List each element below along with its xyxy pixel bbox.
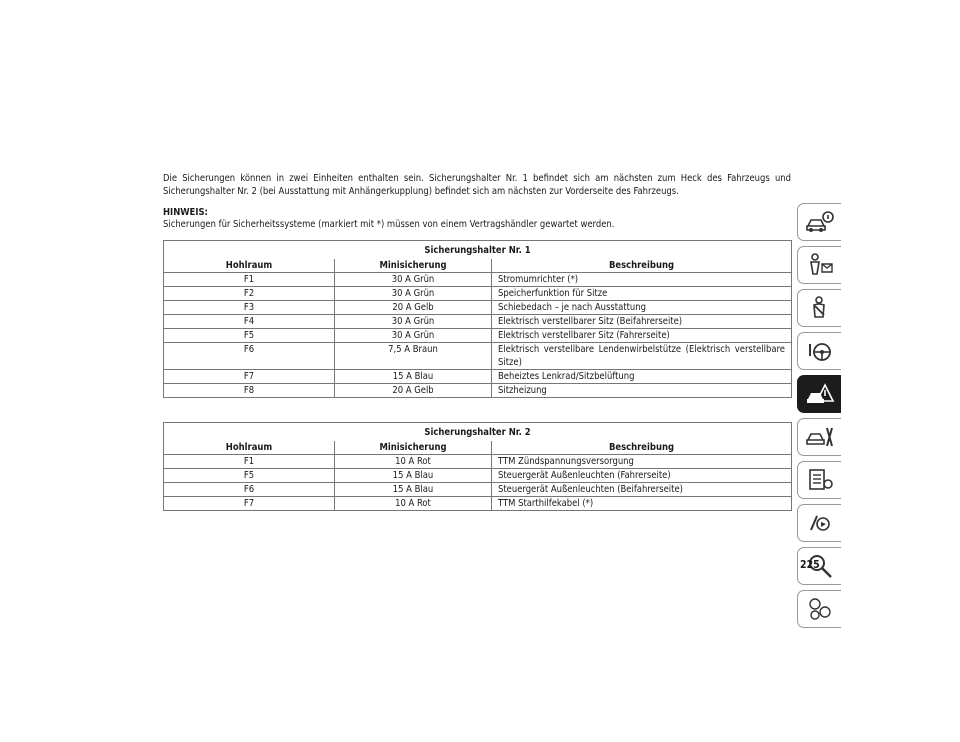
- table-row: [164, 315, 792, 329]
- column-header-cavity: Hohlraum: [164, 441, 335, 455]
- cavity-cell: F6: [164, 483, 335, 497]
- languages-icon: [805, 596, 835, 622]
- table-row: [164, 384, 792, 398]
- tab-service[interactable]: [797, 418, 841, 456]
- note-title: HINWEIS:: [163, 207, 208, 218]
- cavity-cell: F4: [164, 315, 335, 329]
- column-header-fuse: Minisicherung: [335, 259, 492, 273]
- table-row: [164, 273, 792, 287]
- description-cell: Elektrisch verstellbarer Sitz (Fahrerseite): [492, 329, 792, 343]
- tab-safety[interactable]: [797, 246, 841, 284]
- description-cell: Stromumrichter (*): [492, 273, 792, 287]
- description-cell: Elektrisch verstellbare Lendenwirbelstütze (Elektrisch verstellbare Sitze): [492, 343, 792, 370]
- fuse-cell: 15 A Blau: [335, 469, 492, 483]
- person-safety-icon: [805, 252, 835, 278]
- cavity-cell: F6: [164, 343, 335, 370]
- tab-specifications[interactable]: [797, 461, 841, 499]
- table-row: [164, 343, 792, 370]
- table-row: [164, 455, 792, 469]
- table-row: [164, 497, 792, 511]
- tab-languages[interactable]: [797, 590, 841, 628]
- tab-multimedia[interactable]: [797, 504, 841, 542]
- cavity-cell: F8: [164, 384, 335, 398]
- steering-wheel-icon: [805, 338, 835, 364]
- fuse-cell: 20 A Gelb: [335, 301, 492, 315]
- table-caption: Sicherungshalter Nr. 1: [164, 241, 792, 260]
- table-row: [164, 287, 792, 301]
- fuse-cell: 15 A Blau: [335, 483, 492, 497]
- fuse-cell: 30 A Grün: [335, 315, 492, 329]
- description-cell: TTM Starthilfekabel (*): [492, 497, 792, 511]
- column-header-fuse: Minisicherung: [335, 441, 492, 455]
- fuse-table-1: [163, 240, 792, 398]
- seat-belt-icon: [805, 295, 835, 321]
- column-header-description: Beschreibung: [492, 259, 792, 273]
- cavity-cell: F3: [164, 301, 335, 315]
- fuse-cell: 20 A Gelb: [335, 384, 492, 398]
- cavity-cell: F1: [164, 455, 335, 469]
- table-row: [164, 370, 792, 384]
- description-cell: Schiebedach – je nach Ausstattung: [492, 301, 792, 315]
- tab-driving[interactable]: [797, 332, 841, 370]
- table-row: [164, 483, 792, 497]
- fuse-cell: 7,5 A Braun: [335, 343, 492, 370]
- fuse-cell: 30 A Grün: [335, 329, 492, 343]
- fuse-cell: 10 A Rot: [335, 455, 492, 469]
- description-cell: Beheiztes Lenkrad/Sitzbelüftung: [492, 370, 792, 384]
- cavity-cell: F7: [164, 370, 335, 384]
- intro-paragraph: Die Sicherungen können in zwei Einheiten enthalten sein. Sicherungshalter Nr. 1 befindet sich am nächsten zum Heck des Fahrzeugs und Sicherungshalter Nr. 2 (bei Ausstattung mit Anhängerkupplung) befindet sich am nächsten zur Vorderseite des Fahrzeugs.: [163, 173, 791, 197]
- fuse-cell: 30 A Grün: [335, 273, 492, 287]
- description-cell: Steuergerät Außenleuchten (Fahrerseite): [492, 469, 792, 483]
- note-text: Sicherungen für Sicherheitssysteme (markiert mit *) müssen von einem Vertragshändler gewartet werden.: [163, 219, 615, 230]
- column-header-cavity: Hohlraum: [164, 259, 335, 273]
- cavity-cell: F1: [164, 273, 335, 287]
- car-info-icon: [805, 209, 835, 235]
- multimedia-icon: [805, 510, 835, 536]
- warning-car-icon: [805, 381, 835, 407]
- cavity-cell: F5: [164, 469, 335, 483]
- specifications-list-icon: [805, 467, 835, 493]
- description-cell: Speicherfunktion für Sitze: [492, 287, 792, 301]
- cavity-cell: F5: [164, 329, 335, 343]
- tab-emergency[interactable]: [797, 375, 841, 413]
- fuse-table-2: [163, 422, 792, 511]
- table-caption: Sicherungshalter Nr. 2: [164, 423, 792, 442]
- description-cell: Elektrisch verstellbarer Sitz (Beifahrerseite): [492, 315, 792, 329]
- table-row: [164, 469, 792, 483]
- fuse-cell: 15 A Blau: [335, 370, 492, 384]
- tab-vehicle-info[interactable]: [797, 203, 841, 241]
- description-cell: TTM Zündspannungsversorgung: [492, 455, 792, 469]
- tab-seat-belt[interactable]: [797, 289, 841, 327]
- fuse-cell: 30 A Grün: [335, 287, 492, 301]
- fuse-cell: 10 A Rot: [335, 497, 492, 511]
- page-number: 225: [800, 559, 820, 571]
- column-header-description: Beschreibung: [492, 441, 792, 455]
- service-tools-icon: [805, 424, 835, 450]
- description-cell: Sitzheizung: [492, 384, 792, 398]
- description-cell: Steuergerät Außenleuchten (Beifahrerseite): [492, 483, 792, 497]
- table-row: [164, 329, 792, 343]
- cavity-cell: F2: [164, 287, 335, 301]
- cavity-cell: F7: [164, 497, 335, 511]
- table-row: [164, 301, 792, 315]
